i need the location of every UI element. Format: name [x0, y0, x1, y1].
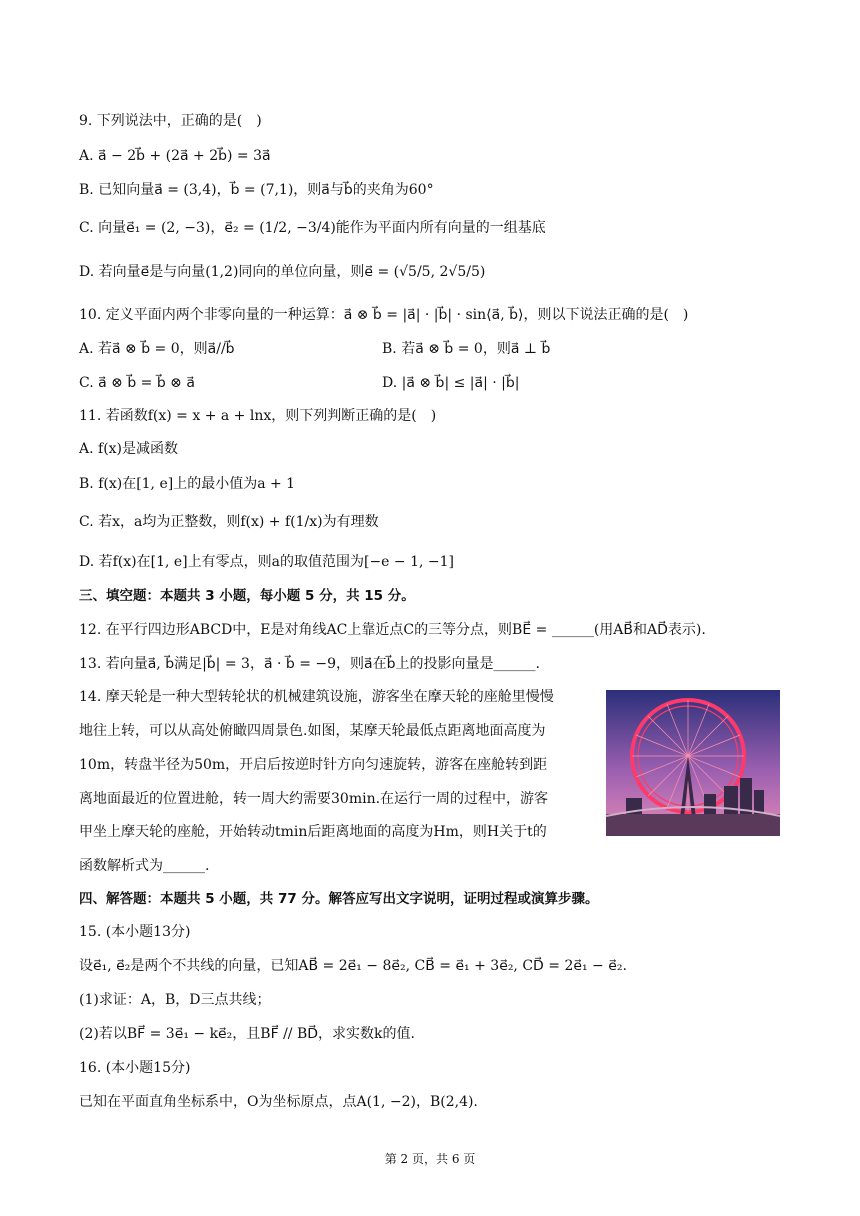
ferris-wheel-photo	[606, 690, 780, 836]
q10-option-d: D. |a⃗ ⊗ b⃗| ≤ |a⃗| · |b⃗|	[382, 375, 520, 391]
q9-option-b: B. 已知向量a⃗ = (3,4)，b⃗ = (7,1)，则a⃗与b⃗的夹角为60°	[79, 182, 434, 198]
q13-text: 13. 若向量a⃗, b⃗满足|b⃗| = 3，a⃗ · b⃗ = −9，则a⃗在b⃗上的投影向量是______.	[79, 656, 540, 672]
q15-part-1: (1)求证：A，B，D三点共线；	[79, 992, 271, 1008]
q11-stem: 11. 若函数f(x) = x + a + lnx，则下列判断正确的是( )	[79, 408, 437, 424]
q10-option-a: A. 若a⃗ ⊗ b⃗ = 0，则a⃗//b⃗	[79, 341, 235, 357]
q11-option-a: A. f(x)是减函数	[79, 441, 179, 457]
q12-text: 12. 在平行四边形ABCD中，E是对角线AC上靠近点C的三等分点，则BE⃗ = ______(用AB⃗和AD⃗表示).	[79, 622, 706, 638]
q11-option-c: C. 若x，a均为正整数，则f(x) + f(1/x)为有理数	[79, 514, 379, 530]
q11-option-b: B. f(x)在[1, e]上的最小值为a + 1	[79, 476, 296, 492]
q11-option-d: D. 若f(x)在[1, e]上有零点，则a的取值范围为[−e − 1, −1]	[79, 554, 455, 570]
section-4-heading: 四、解答题：本题共 5 小题，共 77 分。解答应写出文字说明，证明过程或演算步骤。	[79, 891, 599, 907]
q15-stem: 设e⃗₁, e⃗₂是两个不共线的向量，已知AB⃗ = 2e⃗₁ − 8e⃗₂, CB⃗ = e⃗₁ + 3e⃗₂, CD⃗ = 2e⃗₁ − e⃗₂.	[79, 958, 627, 974]
q9-stem: 9. 下列说法中，正确的是( )	[79, 113, 262, 129]
q9-option-c: C. 向量e⃗₁ = (2, −3)，e⃗₂ = (1/2, −3/4)能作为平面内所有向量的一组基底	[79, 220, 546, 236]
q15-part-2: (2)若以BF⃗ = 3e⃗₁ − ke⃗₂，且BF⃗ // BD⃗，求实数k的值.	[79, 1026, 415, 1042]
page-footer: 第 2 页，共 6 页	[384, 1152, 476, 1166]
q16-heading: 16. (本小题15分)	[79, 1060, 191, 1076]
q10-option-b: B. 若a⃗ ⊗ b⃗ = 0，则a⃗ ⊥ b⃗	[382, 341, 551, 357]
q9-option-a: A. a⃗ − 2b⃗ + (2a⃗ + 2b⃗) = 3a⃗	[79, 148, 271, 164]
q16-stem: 已知在平面直角坐标系中，O为坐标原点，点A(1, −2)，B(2,4).	[79, 1094, 478, 1110]
section-3-heading: 三、填空题：本题共 3 小题，每小题 5 分，共 15 分。	[79, 588, 415, 604]
q10-stem: 10. 定义平面内两个非零向量的一种运算：a⃗ ⊗ b⃗ = |a⃗| · |b⃗| · sin⟨a⃗, b⃗⟩，则以下说法正确的是( )	[79, 307, 689, 323]
q14-line-6: 函数解析式为______.	[79, 858, 210, 874]
q14-line-5: 甲坐上摩天轮的座舱，开始转动tmin后距离地面的高度为Hm，则H关于t的	[79, 824, 547, 840]
q15-heading: 15. (本小题13分)	[79, 924, 191, 940]
q10-option-c: C. a⃗ ⊗ b⃗ = b⃗ ⊗ a⃗	[79, 375, 195, 391]
q14-line-2: 地往上转，可以从高处俯瞰四周景色.如图，某摩天轮最低点距离地面高度为	[79, 723, 546, 739]
q14-line-4: 离地面最近的位置进舱，转一周大约需要30min.在运行一周的过程中，游客	[79, 791, 549, 807]
q14-line-3: 10m，转盘半径为50m，开启后按逆时针方向匀速旋转，游客在座舱转到距	[79, 757, 548, 773]
q14-line-1: 14. 摩天轮是一种大型转轮状的机械建筑设施，游客坐在摩天轮的座舱里慢慢	[79, 689, 554, 705]
q9-option-d: D. 若向量e⃗是与向量(1,2)同向的单位向量，则e⃗ = (√5/5, 2√5/5)	[79, 264, 486, 280]
